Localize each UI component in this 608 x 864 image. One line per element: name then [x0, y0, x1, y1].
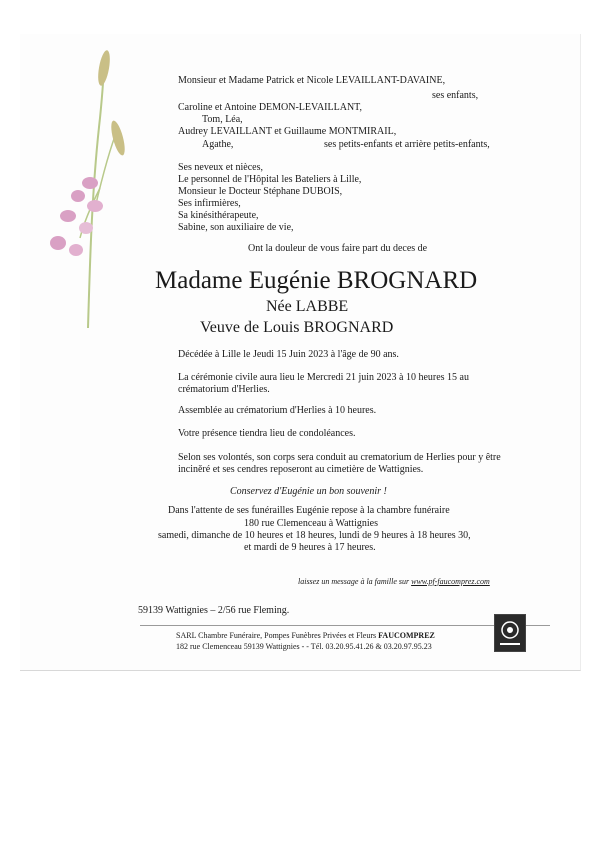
- family-line-1-relation: ses enfants,: [432, 90, 479, 101]
- company-prefix: SARL Chambre Funéraire, Pompes Funèbres Privées et Fleurs: [176, 631, 377, 640]
- rest-line-4: et mardi de 9 heures à 17 heures.: [244, 542, 376, 553]
- message-prefix: laissez un message à la famille sur: [298, 577, 410, 586]
- wishes-line-1: Selon ses volontés, son corps sera conduit au crematorium de Herlies pour y être: [178, 452, 501, 463]
- others-line: Sa kinésithérapeute,: [178, 210, 259, 221]
- widow-of: Veuve de Louis BROGNARD: [200, 319, 394, 336]
- contact-line: 182 rue Clemenceau 59139 Wattignies - - Tél. 03.20.95.41.26 & 03.20.97.95.23: [176, 642, 432, 651]
- others-line: Monsieur le Docteur Stéphane DUBOIS,: [178, 186, 343, 197]
- others-line: Ses infirmières,: [178, 198, 241, 209]
- ceremony-line-2: crématorium d'Herlies.: [178, 384, 270, 395]
- flower-decoration: [40, 38, 140, 338]
- family-line-4: Audrey LEVAILLANT et Guillaume MONTMIRAIL,: [178, 126, 397, 137]
- website-link[interactable]: www.pf-faucomprez.com: [411, 577, 490, 586]
- others-line: Le personnel de l'Hôpital les Bateliers à Lille,: [178, 174, 362, 185]
- company-line: [176, 631, 435, 641]
- family-line-2: Caroline et Antoine DEMON-LEVAILLANT,: [178, 102, 363, 113]
- rest-line-3: samedi, dimanche de 10 heures et 18 heures, lundi de 9 heures à 18 heures 30,: [158, 530, 471, 541]
- assembly-line: Assemblée au crématorium d'Herlies à 10 heures.: [178, 405, 377, 416]
- rest-line-2: 180 rue Clemenceau à Wattignies: [244, 518, 378, 529]
- announcement: Ont la douleur de vous faire part du deces de: [248, 243, 428, 254]
- presence-line: Votre présence tiendra lieu de condoléances.: [178, 428, 356, 439]
- death-notice: Décédée à Lille le Jeudi 15 Juin 2023 à l'âge de 90 ans.: [178, 349, 399, 360]
- deceased-name: Madame Eugénie BROGNARD: [155, 267, 478, 294]
- company-name: FAUCOMPREZ: [378, 631, 435, 640]
- footer-divider: [140, 625, 550, 626]
- others-line: Ses neveux et nièces,: [178, 162, 263, 173]
- maiden-name: Née LABBE: [266, 298, 349, 315]
- family-line-5-relation: ses petits-enfants et arrière petits-enfants,: [324, 139, 490, 150]
- wishes-line-2: inciněré et ses cendres reposeront au cimetière de Wattignies.: [178, 464, 424, 475]
- family-line-5: Agathe,: [202, 139, 234, 150]
- ceremony-line-1: La cérémonie civile aura lieu le Mercredi 21 juin 2023 à 10 heures 15 au: [178, 372, 469, 383]
- rest-line-1: Dans l'attente de ses funérailles Eugénie repose à la chambre funéraire: [168, 505, 450, 516]
- family-line-3: Tom, Léa,: [202, 114, 243, 125]
- others-line: Sabine, son auxiliaire de vie,: [178, 222, 294, 233]
- family-line-1: Monsieur et Madame Patrick et Nicole LEVAILLANT-DAVAINE,: [178, 75, 446, 86]
- address-line: 59139 Wattignies – 2/56 rue Fleming.: [138, 605, 290, 616]
- company-logo: [494, 614, 526, 652]
- remember-line: Conservez d'Eugénie un bon souvenir !: [230, 486, 387, 497]
- message-line: [298, 577, 490, 587]
- logo-emblem-icon: [495, 615, 525, 651]
